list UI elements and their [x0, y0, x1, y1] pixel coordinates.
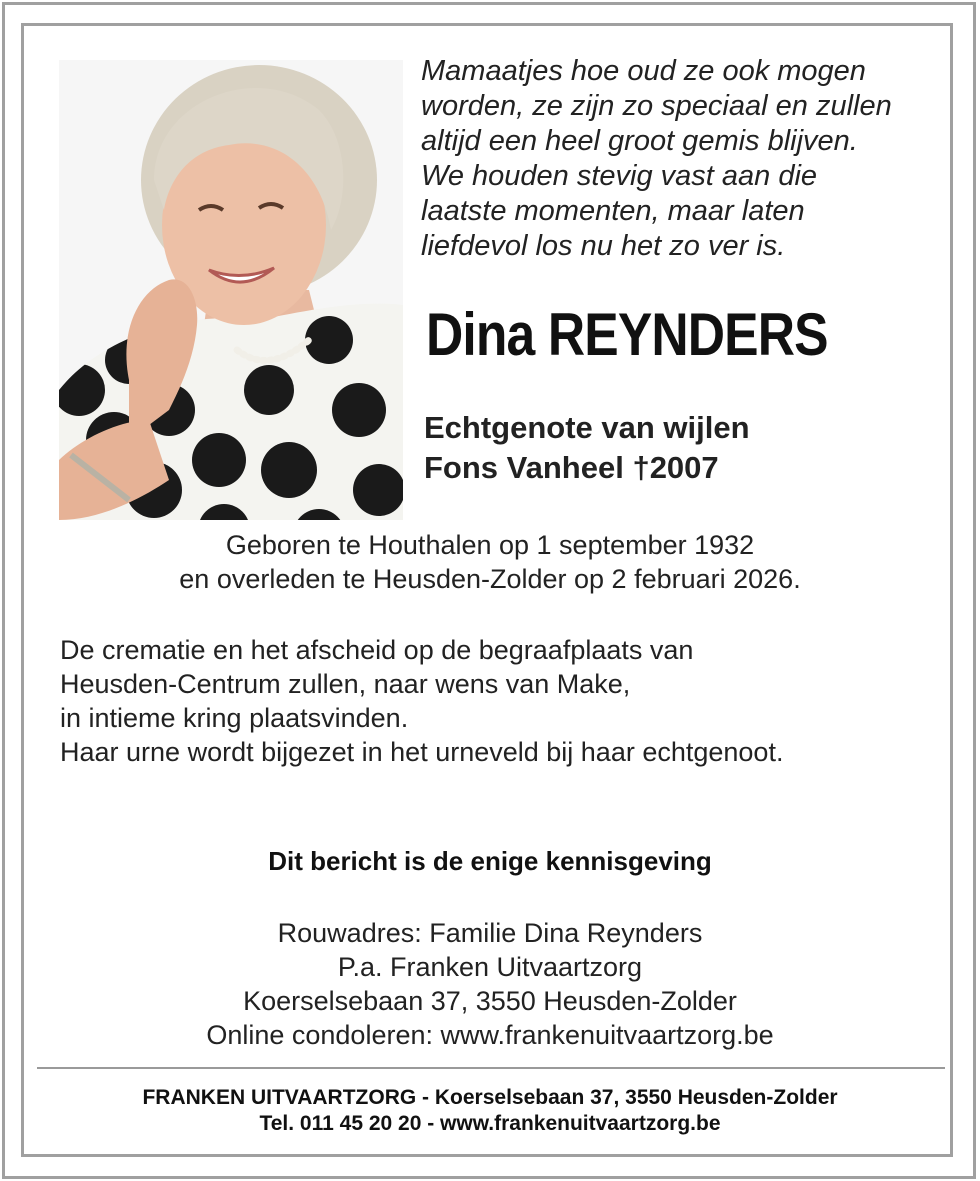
address-line: P.a. Franken Uitvaartzorg	[337, 952, 643, 982]
funeral-home-footer	[0, 1085, 980, 1137]
portrait-photo	[59, 60, 403, 520]
ceremony-line: in intieme kring plaatsvinden.	[60, 703, 409, 733]
mourning-address	[0, 916, 980, 1052]
address-line: Koerselsebaan 37, 3550 Heusden-Zolder	[243, 986, 737, 1016]
footer-line: FRANKEN UITVAARTZORG - Koerselsebaan 37, 3550 Heusden-Zolder	[142, 1086, 838, 1109]
address-line: Rouwadres: Familie Dina Reynders	[277, 918, 703, 948]
footer-line: Tel. 011 45 20 20 - www.frankenuitvaartzorg.be	[259, 1112, 721, 1135]
ceremony-line: Heusden-Centrum zullen, naar wens van Make,	[60, 669, 631, 699]
birth-death-dates	[0, 528, 980, 596]
notice-heading: Dit bericht is de enige kennisgeving	[268, 846, 712, 876]
death-line: en overleden te Heusden-Zolder op 2 februari 2026.	[179, 564, 801, 594]
poem-line: altijd een heel groot gemis blijven.	[421, 125, 858, 157]
address-line: Online condoleren: www.frankenuitvaartzorg.be	[206, 1020, 774, 1050]
spouse-line: Fons Vanheel †2007	[424, 450, 719, 485]
poem-line: worden, ze zijn zo speciaal en zullen	[421, 90, 892, 122]
ceremony-line: Haar urne wordt bijgezet in het urneveld bij haar echtgenoot.	[60, 737, 784, 767]
portrait-illustration	[59, 60, 403, 520]
poem-line: liefdevol los nu het zo ver is.	[421, 230, 786, 262]
birth-line: Geboren te Houthalen op 1 september 1932	[225, 530, 755, 560]
poem-line: Mamaatjes hoe oud ze ook mogen	[421, 55, 866, 87]
spouse-line: Echtgenote van wijlen	[424, 410, 750, 445]
poem-line: laatste momenten, maar laten	[421, 195, 805, 227]
ceremony-line: De crematie en het afscheid op de begraafplaats van	[60, 635, 694, 665]
poem-line: We houden stevig vast aan die	[421, 160, 818, 192]
spouse-info	[424, 408, 750, 488]
poem-quote	[421, 54, 941, 264]
footer-divider	[37, 1067, 945, 1069]
ceremony-text	[60, 633, 783, 769]
deceased-name: Dina REYNDERS	[426, 301, 828, 368]
